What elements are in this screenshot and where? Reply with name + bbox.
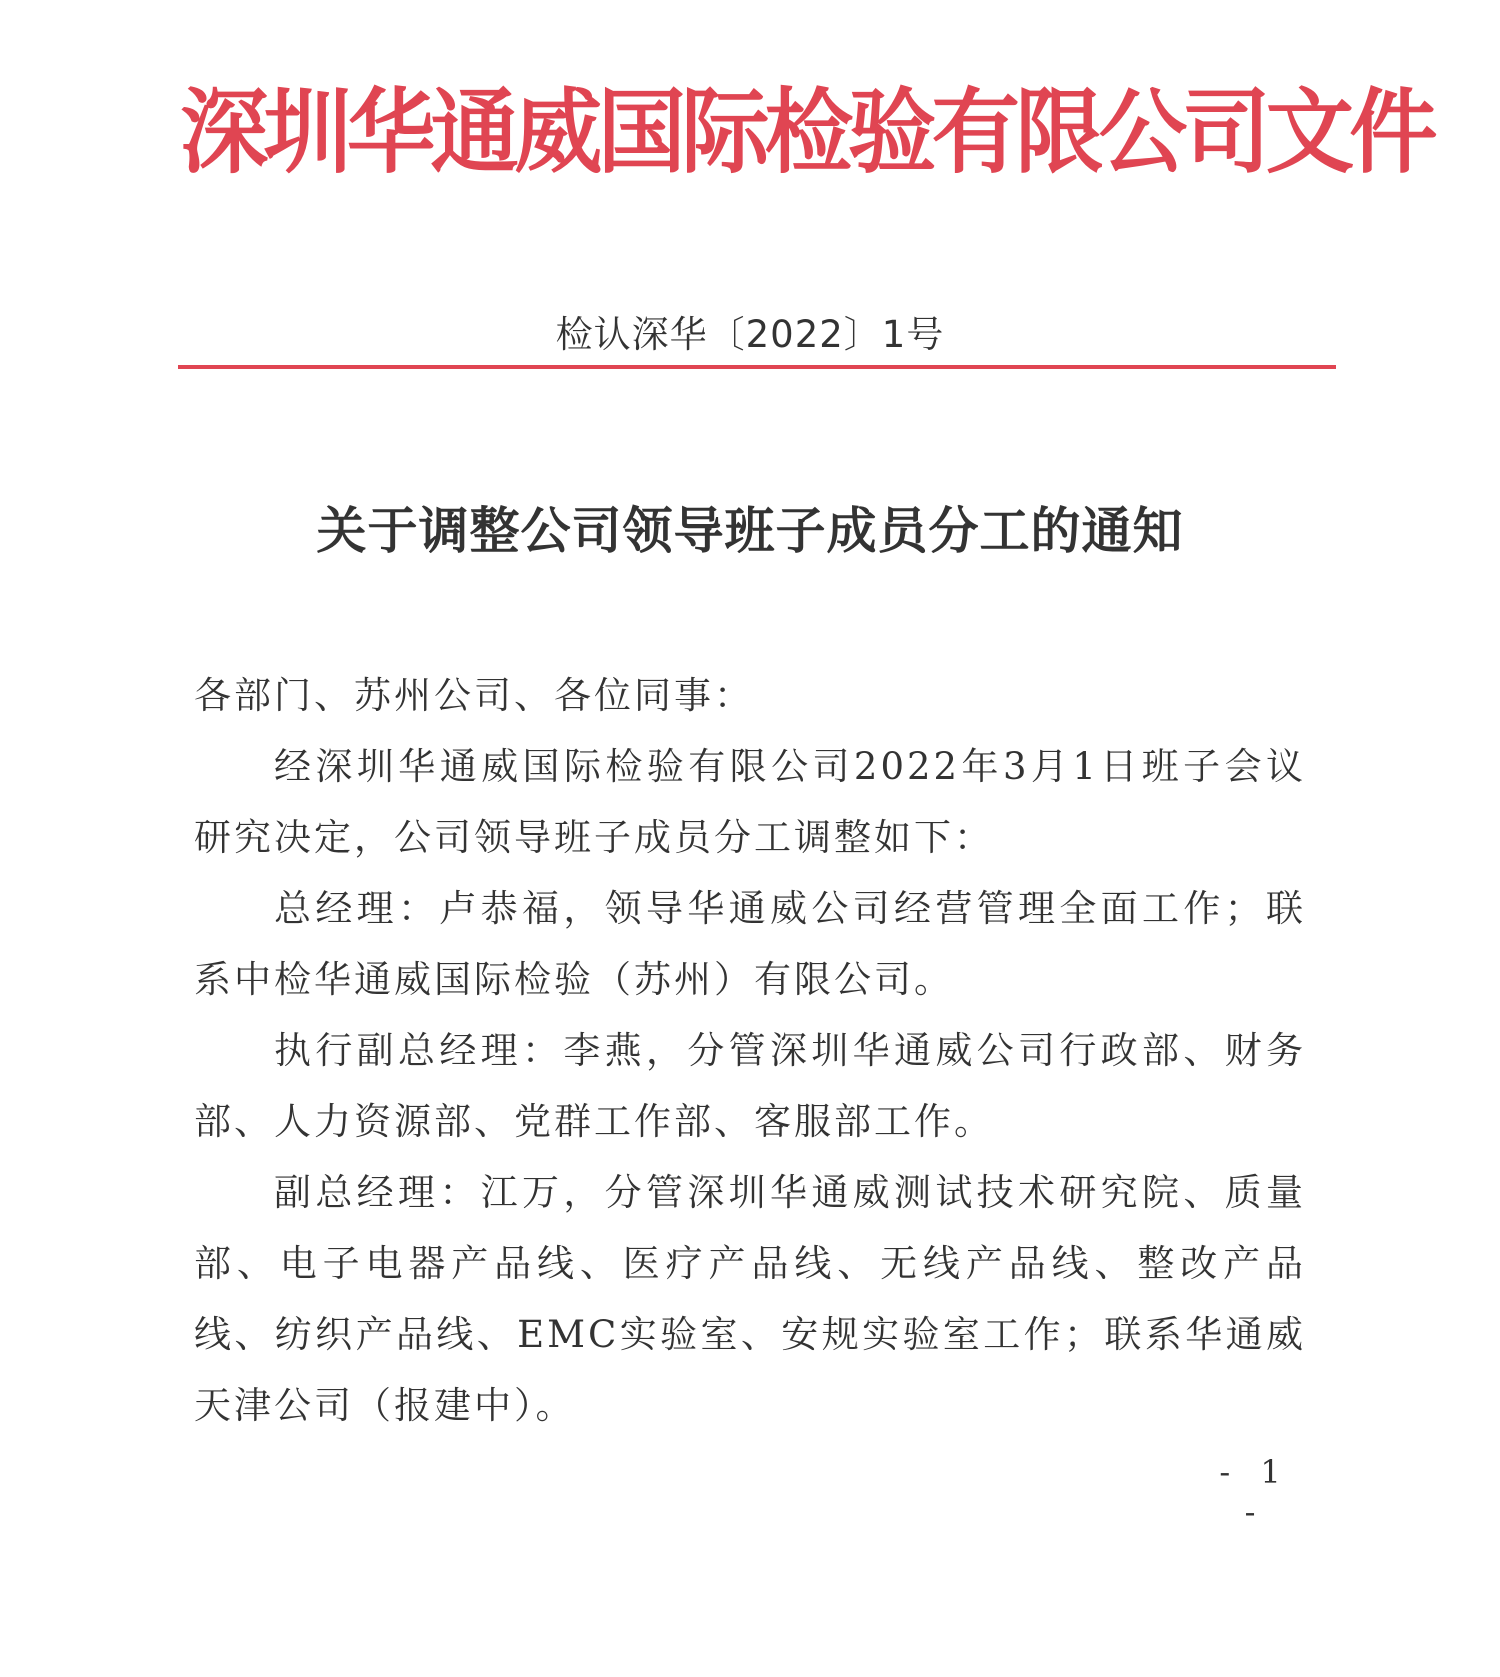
document-title: 关于调整公司领导班子成员分工的通知 [316,502,1184,560]
body-paragraph-intro: 经深圳华通威国际检验有限公司2022年3月1日班子会议研究决定，公司领导班子成员分工调整如下： [194,745,1306,859]
document-body [194,660,1306,1441]
body-paragraph-general-manager: 总经理：卢恭福，领导华通威公司经营管理全面工作；联系中检华通威国际检验（苏州）有限公司。 [194,887,1306,1001]
body-paragraph-deputy-manager: 副总经理：江万，分管深圳华通威测试技术研究院、质量部、电子电器产品线、医疗产品线、无线产品线、整改产品线、纺织产品线、EMC实验室、安规实验室工作；联系华通威天津公司（报建中）。 [194,1171,1306,1427]
salutation: 各部门、苏州公司、各位同事： [194,674,754,717]
page-number: - 1 - [1219,1453,1291,1531]
red-divider-line [178,365,1336,369]
document-number: 检认深华〔2022〕1号 [555,313,945,356]
letterhead-title: 深圳华通威国际检验有限公司文件 [180,79,1433,186]
body-paragraph-executive-deputy: 执行副总经理：李燕，分管深圳华通威公司行政部、财务部、人力资源部、党群工作部、客服部工作。 [194,1029,1306,1143]
